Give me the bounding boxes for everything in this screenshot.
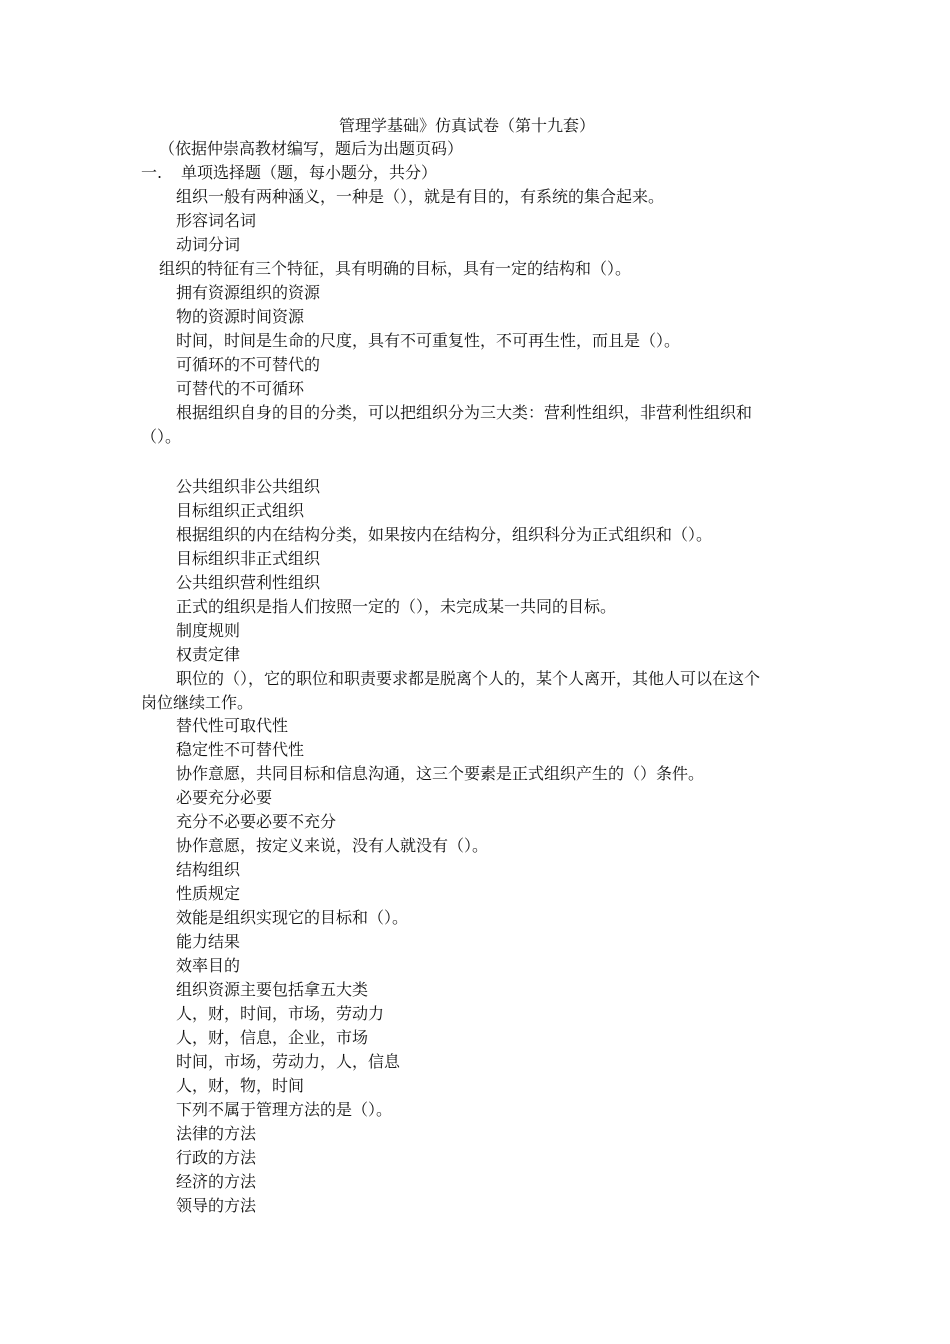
option-line: 动词分词	[176, 235, 241, 254]
question-line: 时间，时间是生命的尺度，具有不可重复性，不可再生性，而且是（）。	[176, 331, 681, 350]
question-line: 效能是组织实现它的目标和（）。	[176, 908, 409, 927]
option-line: 人，财，物，时间	[176, 1076, 305, 1095]
option-line: 物的资源时间资源	[176, 307, 305, 326]
question-line: 协作意愿，共同目标和信息沟通，这三个要素是正式组织产生的（）条件。	[176, 764, 705, 783]
option-line: 公共组织营利性组织	[176, 573, 321, 592]
option-line: 性质规定	[176, 884, 241, 903]
option-line: 时间，市场，劳动力，人，信息	[176, 1052, 401, 1071]
option-line: 经济的方法	[176, 1172, 257, 1191]
question-line: 组织资源主要包括拿五大类	[176, 980, 369, 999]
document-title: 管理学基础》仿真试卷（第十九套）	[339, 116, 596, 135]
question-line: 组织一般有两种涵义，一种是（），就是有目的，有系统的集合起来。	[176, 187, 665, 206]
option-line: 公共组织非公共组织	[176, 477, 321, 496]
option-line: 法律的方法	[176, 1124, 257, 1143]
section-heading-text: 单项选择题（题，每小题分，共分）	[181, 163, 438, 182]
section-number: 一.	[141, 163, 163, 182]
section-heading	[141, 163, 437, 183]
option-line: 人，财，时间，市场，劳动力	[176, 1004, 385, 1023]
option-line: 目标组织正式组织	[176, 501, 305, 520]
question-line: 根据组织自身的目的分类，可以把组织分为三大类：营利性组织，非营利性组织和	[176, 403, 753, 422]
option-line: 必要充分必要	[176, 788, 273, 807]
option-line: 人，财，信息，企业，市场	[176, 1028, 369, 1047]
option-line: 替代性可取代性	[176, 716, 289, 735]
option-line: 能力结果	[176, 932, 241, 951]
question-line: 职位的（），它的职位和职责要求都是脱离个人的，某个人离开，其他人可以在这个	[176, 669, 761, 688]
question-line: 根据组织的内在结构分类，如果按内在结构分，组织科分为正式组织和（）。	[176, 525, 713, 544]
question-line: 协作意愿，按定义来说，没有人就没有（）。	[176, 836, 489, 855]
option-line: 结构组织	[176, 860, 241, 879]
option-line: 效率目的	[176, 956, 241, 975]
option-line: 领导的方法	[176, 1196, 257, 1215]
option-line: 行政的方法	[176, 1148, 257, 1167]
question-line: 正式的组织是指人们按照一定的（），未完成某一共同的目标。	[176, 597, 617, 616]
document-subtitle: （依据仲崇高教材编写，题后为出题页码）	[159, 139, 464, 158]
option-line: 目标组织非正式组织	[176, 549, 321, 568]
option-line: 形容词名词	[176, 211, 257, 230]
option-line: 权责定律	[176, 645, 241, 664]
option-line: 拥有资源组织的资源	[176, 283, 321, 302]
option-line: 可替代的不可循环	[176, 379, 305, 398]
question-line: 组织的特征有三个特征，具有明确的目标，具有一定的结构和（）。	[159, 259, 632, 278]
option-line: 稳定性不可替代性	[176, 740, 305, 759]
option-line: 可循环的不可替代的	[176, 355, 321, 374]
option-line: 制度规则	[176, 621, 241, 640]
question-line-continuation: 岗位继续工作。	[141, 693, 254, 712]
option-line: 充分不必要必要不充分	[176, 812, 337, 831]
question-line-continuation: （）。	[141, 427, 182, 446]
question-line: 下列不属于管理方法的是（）。	[176, 1100, 393, 1119]
